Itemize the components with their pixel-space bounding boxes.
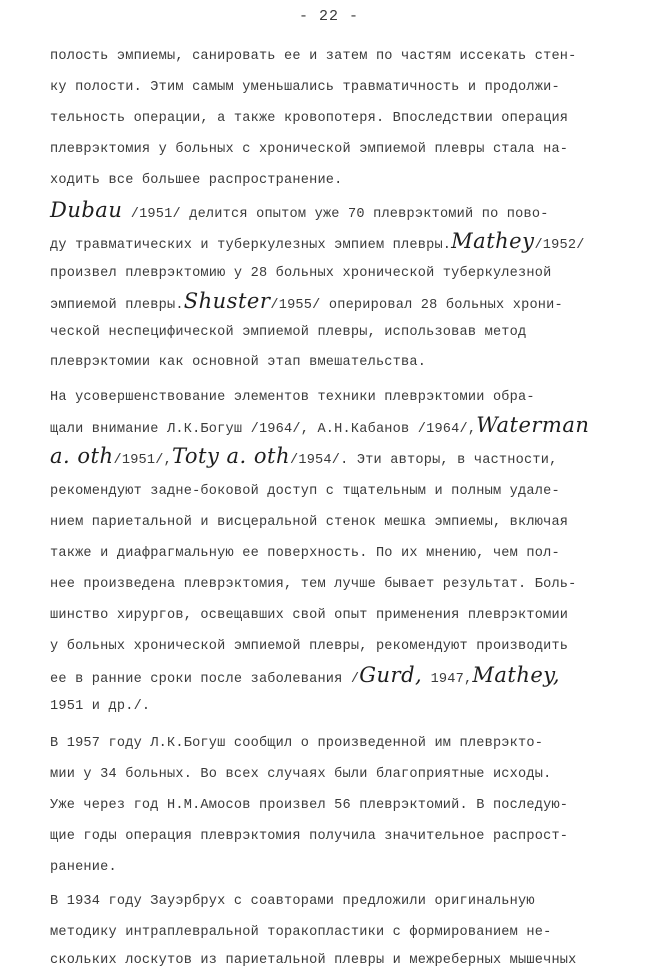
text-line — [50, 198, 549, 224]
text-line: ческой неспецифической эмпиемой плевры, использовав метод — [50, 325, 527, 340]
text-line: рекомендуют задне-боковой доступ с тщательным и полным удале- — [50, 484, 560, 499]
text-line: полость эмпиемы, санировать ее и затем по частям иссекать стен- — [50, 49, 577, 64]
handwritten-name: a. oth — [50, 444, 114, 468]
text-fragment: /1951/ делится опытом уже 70 плеврэктомий по пово- — [122, 207, 549, 222]
text-line: ходить все большее распространение. — [50, 173, 343, 188]
text-line: нее произведена плеврэктомия, тем лучше бывает результат. Боль- — [50, 577, 577, 592]
text-line: скольких лоскутов из париетальной плевры и межреберных мышечных — [50, 953, 577, 968]
handwritten-name: Shuster — [183, 289, 271, 313]
text-line: шинство хирургов, освещавших свой опыт применения плеврэктомии — [50, 608, 569, 623]
handwritten-name: Waterman — [476, 413, 590, 437]
text-fragment: 1947, — [430, 672, 473, 687]
text-line — [50, 413, 590, 439]
text-line: На усовершенствование элементов техники плеврэктомии обра- — [50, 390, 535, 405]
text-line: В 1957 году Л.К.Богуш сообщил о произведенной им плеврэкто- — [50, 736, 544, 751]
text-line — [50, 444, 558, 470]
text-line: Уже через год Н.М.Амосов произвел 56 плеврэктомий. В последую- — [50, 798, 569, 813]
handwritten-name: Mathey — [451, 229, 535, 253]
text-line: также и диафрагмальную ее поверхность. По их мнению, чем пол- — [50, 546, 560, 561]
text-line: ранение. — [50, 860, 117, 875]
text-line — [50, 663, 561, 689]
text-fragment: /1955/ оперировал 28 больных хрони- — [270, 298, 563, 313]
handwritten-name: Toty a. oth — [172, 444, 290, 468]
text-line: произвел плеврэктомию у 28 больных хронической туберкулезной — [50, 266, 552, 281]
text-fragment: ее в ранние сроки после заболевания / — [50, 672, 360, 687]
text-line: методику интраплевральной торакопластики с формированием не- — [50, 925, 552, 940]
page-number: - 22 - — [298, 8, 359, 25]
text-line: 1951 и др./. — [50, 699, 151, 714]
text-fragment: ду травматических и туберкулезных эмпием плевры. — [50, 238, 452, 253]
text-fragment: /1952/ — [534, 238, 585, 253]
handwritten-name: Mathey, — [472, 663, 561, 687]
text-fragment: /1951/, — [113, 453, 172, 468]
text-line: ку полости. Этим самым уменьшались травматичность и продолжи- — [50, 80, 560, 95]
text-line: В 1934 году Зауэрбрух с соавторами предложили оригинальную — [50, 894, 535, 909]
text-line: нием париетальной и висцеральной стенок мешка эмпиемы, включая — [50, 515, 569, 530]
text-line: плеврэктомия у больных с хронической эмпиемой плевры стала на- — [50, 142, 569, 157]
text-line — [50, 289, 563, 315]
text-fragment: эмпиемой плевры. — [50, 298, 184, 313]
handwritten-name: Gurd, — [359, 663, 423, 687]
handwritten-name: Dubau — [50, 198, 123, 222]
text-line: плеврэктомии как основной этап вмешательства. — [50, 355, 427, 370]
text-line: мии у 34 больных. Во всех случаях были благоприятные исходы. — [50, 767, 552, 782]
text-line: щие годы операция плеврэктомия получила значительное распрост- — [50, 829, 569, 844]
text-line: тельность операции, а также кровопотеря. Впоследствии операция — [50, 111, 569, 126]
text-line: у больных хронической эмпиемой плевры, рекомендуют производить — [50, 639, 569, 654]
text-fragment: /1954/. Эти авторы, в частности, — [289, 453, 558, 468]
text-line — [50, 229, 585, 255]
text-fragment: щали внимание Л.К.Богуш /1964/, А.Н.Кабанов /1964/, — [50, 422, 477, 437]
